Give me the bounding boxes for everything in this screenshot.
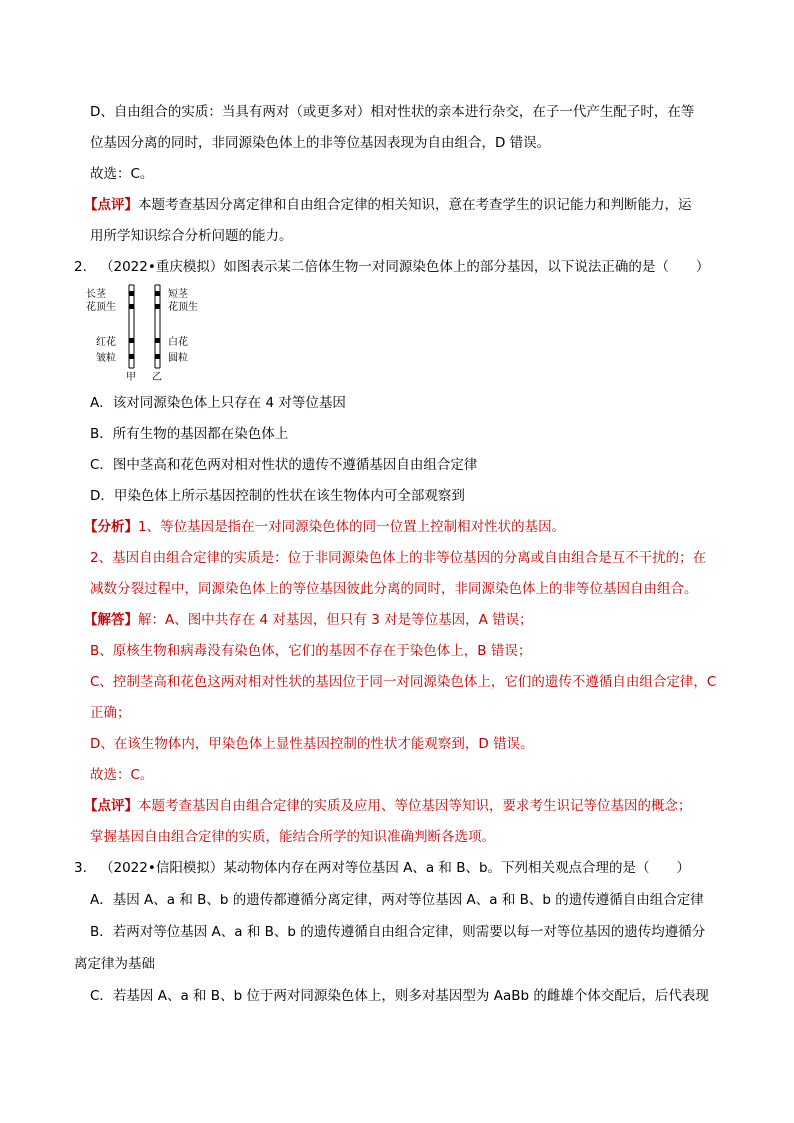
comment-2-tag: 【点评】 — [84, 798, 138, 814]
chromosome-right — [155, 285, 160, 368]
solution-2: B、原核生物和病毒没有染色体，它们的基因不存在于染色体上，B 错误； — [90, 643, 532, 659]
analysis-3: 减数分裂过程中，同源染色体上的等位基因彼此分离的同时，非同源染色体上的非等位基因自由组合。 — [90, 581, 698, 597]
chromosome-right-name: 乙 — [152, 372, 162, 383]
analysis-1 — [84, 517, 565, 537]
solution-4: D、在该生物体内，甲染色体上显性基因控制的性状才能观察到，D 错误。 — [90, 736, 534, 752]
line-3: 故选：C。 — [90, 166, 154, 182]
solution-text-1: 解：A、图中共存在 4 对基因，但只有 3 对是等位基因，A 错误； — [138, 612, 533, 628]
comment-1 — [84, 195, 692, 215]
right-label-1: 短茎 — [168, 289, 188, 300]
question-2-option-a: A．该对同源染色体上只存在 4 对等位基因 — [90, 395, 346, 411]
line-1: D、自由组合的实质：当具有两对（或更多对）相对性状的亲本进行杂交，在子一代产生配子时，在等 — [90, 104, 695, 120]
right-label-2: 花顶生 — [168, 302, 198, 313]
question-3-number: 3. — [74, 860, 87, 876]
question-2-number: 2. — [74, 259, 87, 275]
left-label-2: 花顶生 — [86, 302, 116, 313]
question-2-option-d: D．甲染色体上所示基因控制的性状在该生物体内可全部观察到 — [90, 488, 465, 504]
analysis-text-1: 1、等位基因是指在一对同源染色体的同一位置上控制相对性状的基因。 — [138, 519, 566, 535]
left-label-3: 红花 — [96, 337, 116, 348]
chromosome-left-name: 甲 — [126, 372, 136, 383]
solution-3: C、控制茎高和花色这两对相对性状的基因位于同一对同源染色体上，它们的遗传不遵循自由组合定律，C — [90, 674, 717, 690]
analysis-2: 2、基因自由组合定律的实质是：位于非同源染色体上的非等位基因的分离或自由组合是互不干扰的；在 — [90, 550, 707, 566]
answer-2: 故选：C。 — [90, 767, 154, 783]
line-5: 用所学知识综合分析问题的能力。 — [90, 228, 293, 244]
left-label-1: 长茎 — [86, 289, 106, 300]
left-label-4: 皱粒 — [96, 353, 116, 364]
right-label-3: 白花 — [168, 337, 188, 348]
comment-2-text: 本题考查基因自由组合定律的实质及应用、等位基因等知识，要求考生识记等位基因的概念； — [138, 798, 692, 814]
comment-2-line-2: 掌握基因自由组合定律的实质，能结合所学的知识准确判断各选项。 — [90, 829, 495, 845]
comment-2 — [84, 796, 692, 816]
question-3-option-b: B．若两对等位基因 A、a 和 B、b 的遗传遵循自由组合定律，则需要以每一对等位基因的遗传均遵循分 — [90, 924, 706, 940]
question-3-option-a: A．基因 A、a 和 B、b 的遗传都遵循分离定律，两对等位基因 A、a 和 B、b 的遗传遵循自由组合定律 — [90, 892, 704, 908]
solution-tag: 【解答】 — [84, 612, 138, 628]
comment-text: 本题考查基因分离定律和自由组合定律的相关知识，意在考查学生的识记能力和判断能力，运 — [138, 197, 692, 213]
question-2-option-c: C．图中茎高和花色两对相对性状的遗传不遵循基因自由组合定律 — [90, 457, 478, 473]
comment-tag: 【点评】 — [84, 197, 138, 213]
solution-3b: 正确； — [90, 705, 131, 721]
question-3-option-c: C．若基因 A、a 和 B、b 位于两对同源染色体上，则多对基因型为 AaBb 的雌雄个体交配后，后代表现 — [90, 988, 709, 1004]
question-3-option-b-cont: 离定律为基础 — [74, 956, 155, 972]
line-2: 位基因分离的同时，非同源染色体上的非等位基因表现为自由组合，D 错误。 — [90, 135, 551, 151]
chromosome-diagram — [86, 283, 216, 383]
analysis-tag: 【分析】 — [84, 519, 138, 535]
chromosome-left — [129, 285, 134, 368]
question-2-option-b: B．所有生物的基因都在染色体上 — [90, 426, 289, 442]
solution-1 — [84, 610, 533, 630]
right-label-4: 圆粒 — [168, 353, 188, 364]
question-3-stem: （2022•信阳模拟）某动物体内存在两对等位基因 A、a 和 B、b。下列相关观点合理的是（ ） — [100, 860, 691, 876]
question-2-stem: （2022•重庆模拟）如图表示某二倍体生物一对同源染色体上的部分基因，以下说法正确的是（ ） — [100, 259, 710, 275]
